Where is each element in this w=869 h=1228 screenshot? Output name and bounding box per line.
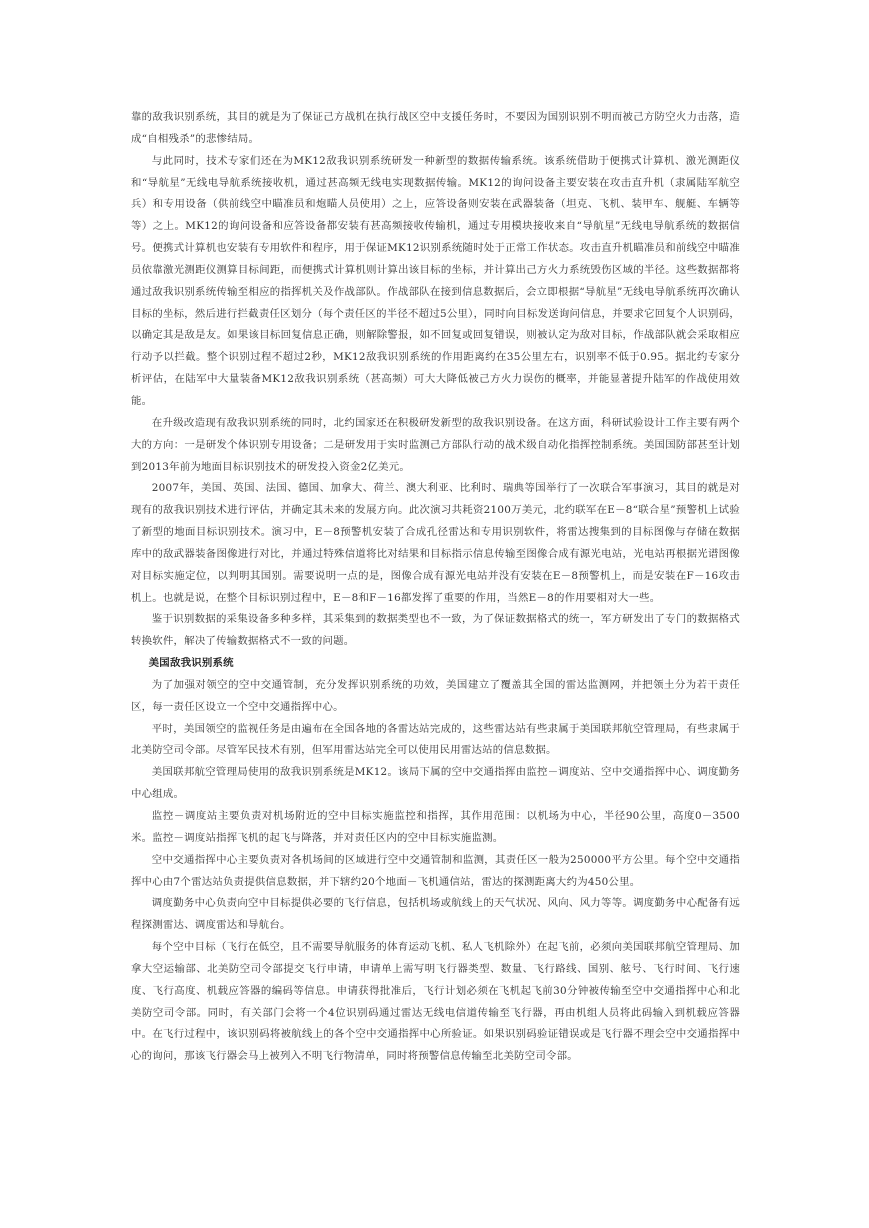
paragraph: 空中交通指挥中心主要负责对各机场间的区域进行空中交通管制和监测，其责任区一般为250000平方公里。每个空中交通指挥中心由7个雷达站负责提供信息数据，并下辖约20个地面－飞机通信站，雷达的探测距离大约为450公里。 [131,853,740,888]
paragraph: 2007年，美国、英国、法国、德国、加拿大、荷兰、澳大利亚、比利时、瑞典等国举行了一次联合军事演习，其目的就是对现有的敌我识别技术进行评估，并确定其未来的发展方向。此次演习共耗资2100万美元，北约联军在E－8“联合星”预警机上试验了新型的地面目标识别技术。演习中，E－8预警机安装了合成孔径雷达和专用识别软件，将雷达搜集到的目标图像与存储在数据库中的敌武器装备图像进行对比，并通过特殊信道将比对结果和目标指示信息传输至图像合成有源光电站，光电站再根据光谱图像对目标实施定位，以判明其国别。需要说明一点的是，图像合成有源光电站并没有安装在E－8预警机上，而是安装在F－16攻击机上。也就是说，在整个目标识别过程中，E－8和F－16都发挥了重要的作用，当然E－8的作用要相对大一些。 [131,482,740,604]
paragraph: 鉴于识别数据的采集设备多种多样，其采集到的数据类型也不一致，为了保证数据格式的统一，军方研发出了专门的数据格式转换软件，解决了传输数据格式不一致的问题。 [131,613,740,648]
paragraph: 为了加强对领空的空中交通管制，充分发挥识别系统的功效，美国建立了覆盖其全国的雷达监测网，并把领土分为若干责任区，每一责任区设立一个空中交通指挥中心。 [131,678,740,713]
paragraph: 监控－调度站主要负责对机场附近的空中目标实施监控和指挥，其作用范围：以机场为中心，半径90公里，高度0－3500米。监控－调度站指挥飞机的起飞与降落，并对责任区内的空中目标实施监测。 [131,810,740,844]
document-page [131,107,740,1068]
paragraph: 平时，美国领空的监视任务是由遍布在全国各地的各雷达站完成的，这些雷达站有些隶属于美国联邦航空管理局，有些隶属于北美防空司令部。尽管军民技术有别，但军用雷达站完全可以使用民用雷达站的信息数据。 [131,722,740,757]
paragraph: 与此同时，技术专家们还在为MK12敌我识别系统研发一种新型的数据传输系统。该系统借助于便携式计算机、激光测距仪和“导航星”无线电导航系统接收机，通过甚高频无线电实现数据传输。MK12的询问设备主要安装在攻击直升机（隶属陆军航空兵）和专用设备（供前线空中瞄准员和炮瞄人员使用）之上，应答设备则安装在武器装备（坦克、飞机、装甲车、舰艇、车辆等等）之上。MK12的询问设备和应答设备都安装有甚高频接收传输机，通过专用模块接收来自“导航星”无线电导航系统的数据信号。便携式计算机也安装有专用软件和程序，用于保证MK12识别系统随时处于正常工作状态。攻击直升机瞄准员和前线空中瞄准员依靠激光测距仪测算目标间距，而便携式计算机则计算出该目标的坐标，并计算出己方火力系统毁伤区域的半径。这些数据都将通过敌我识别系统传输至相应的指挥机关及作战部队。作战部队在接到信息数据后，会立即根据“导航星”无线电导航系统再次确认目标的坐标，然后进行拦截责任区划分（每个责任区的半径不超过5公里），同时向目标发送询问信息，并要求它回复个人识别码，以确定其是敌是友。如果该目标回复信息正确，则解除警报，如不回复或回复错误，则被认定为敌对目标，作战部队就会采取相应行动予以拦截。整个识别过程不超过2秒，MK12敌我识别系统的作用距离约在35公里左右，识别率不低于0.95。据北约专家分析评估，在陆军中大量装备MK12敌我识别系统（甚高频）可大大降低被己方火力误伤的概率，并能显著提升陆军的作战使用效能。 [131,154,740,407]
paragraph: 靠的敌我识别系统，其目的就是为了保证己方战机在执行战区空中支援任务时，不要因为国别识别不明而被己方防空火力击落，造成“自相残杀”的悲惨结局。 [131,111,740,145]
paragraph: 每个空中目标（飞行在低空，且不需要导航服务的体育运动飞机、私人飞机除外）在起飞前，必须向美国联邦航空管理局、加拿大空运输部、北美防空司令部提交飞行申请，申请单上需写明飞行器类型、数量、飞行路线、国别、舷号、飞行时间、飞行速度、飞行高度、机载应答器的编码等信息。申请获得批准后，飞行计划必须在飞机起飞前30分钟被传输至空中交通指挥中心和北美防空司令部。同时，有关部门会将一个4位识别码通过雷达无线电信道传输至飞行器，再由机组人员将此码输入到机载应答器中。在飞行过程中，该识别码将被航线上的各个空中交通指挥中心所验证。如果识别码验证错误或是飞行器不理会空中交通指挥中心的询问，那该飞行器会马上被列入不明飞行物清单，同时将预警信息传输至北美防空司令部。 [131,941,740,1063]
paragraph: 调度勤务中心负责向空中目标提供必要的飞行信息，包括机场或航线上的天气状况、风向、风力等等。调度勤务中心配备有远程探测雷达、调度雷达和导航台。 [131,897,740,932]
paragraph: 美国联邦航空管理局使用的敌我识别系统是MK12。该局下属的空中交通指挥由监控－调度站、空中交通指挥中心、调度勤务中心组成。 [131,766,740,801]
paragraph: 在升级改造现有敌我识别系统的同时，北约国家还在积极研发新型的敌我识别设备。在这方面，科研试验设计工作主要有两个大的方向：一是研发个体识别专用设备；二是研发用于实时监测己方部队行动的战术级自动化指挥控制系统。美国国防部甚至计划到2013年前为地面目标识别技术的研发投入资金2亿美元。 [131,416,740,473]
section-heading: 美国敌我识别系统 [148,657,234,670]
